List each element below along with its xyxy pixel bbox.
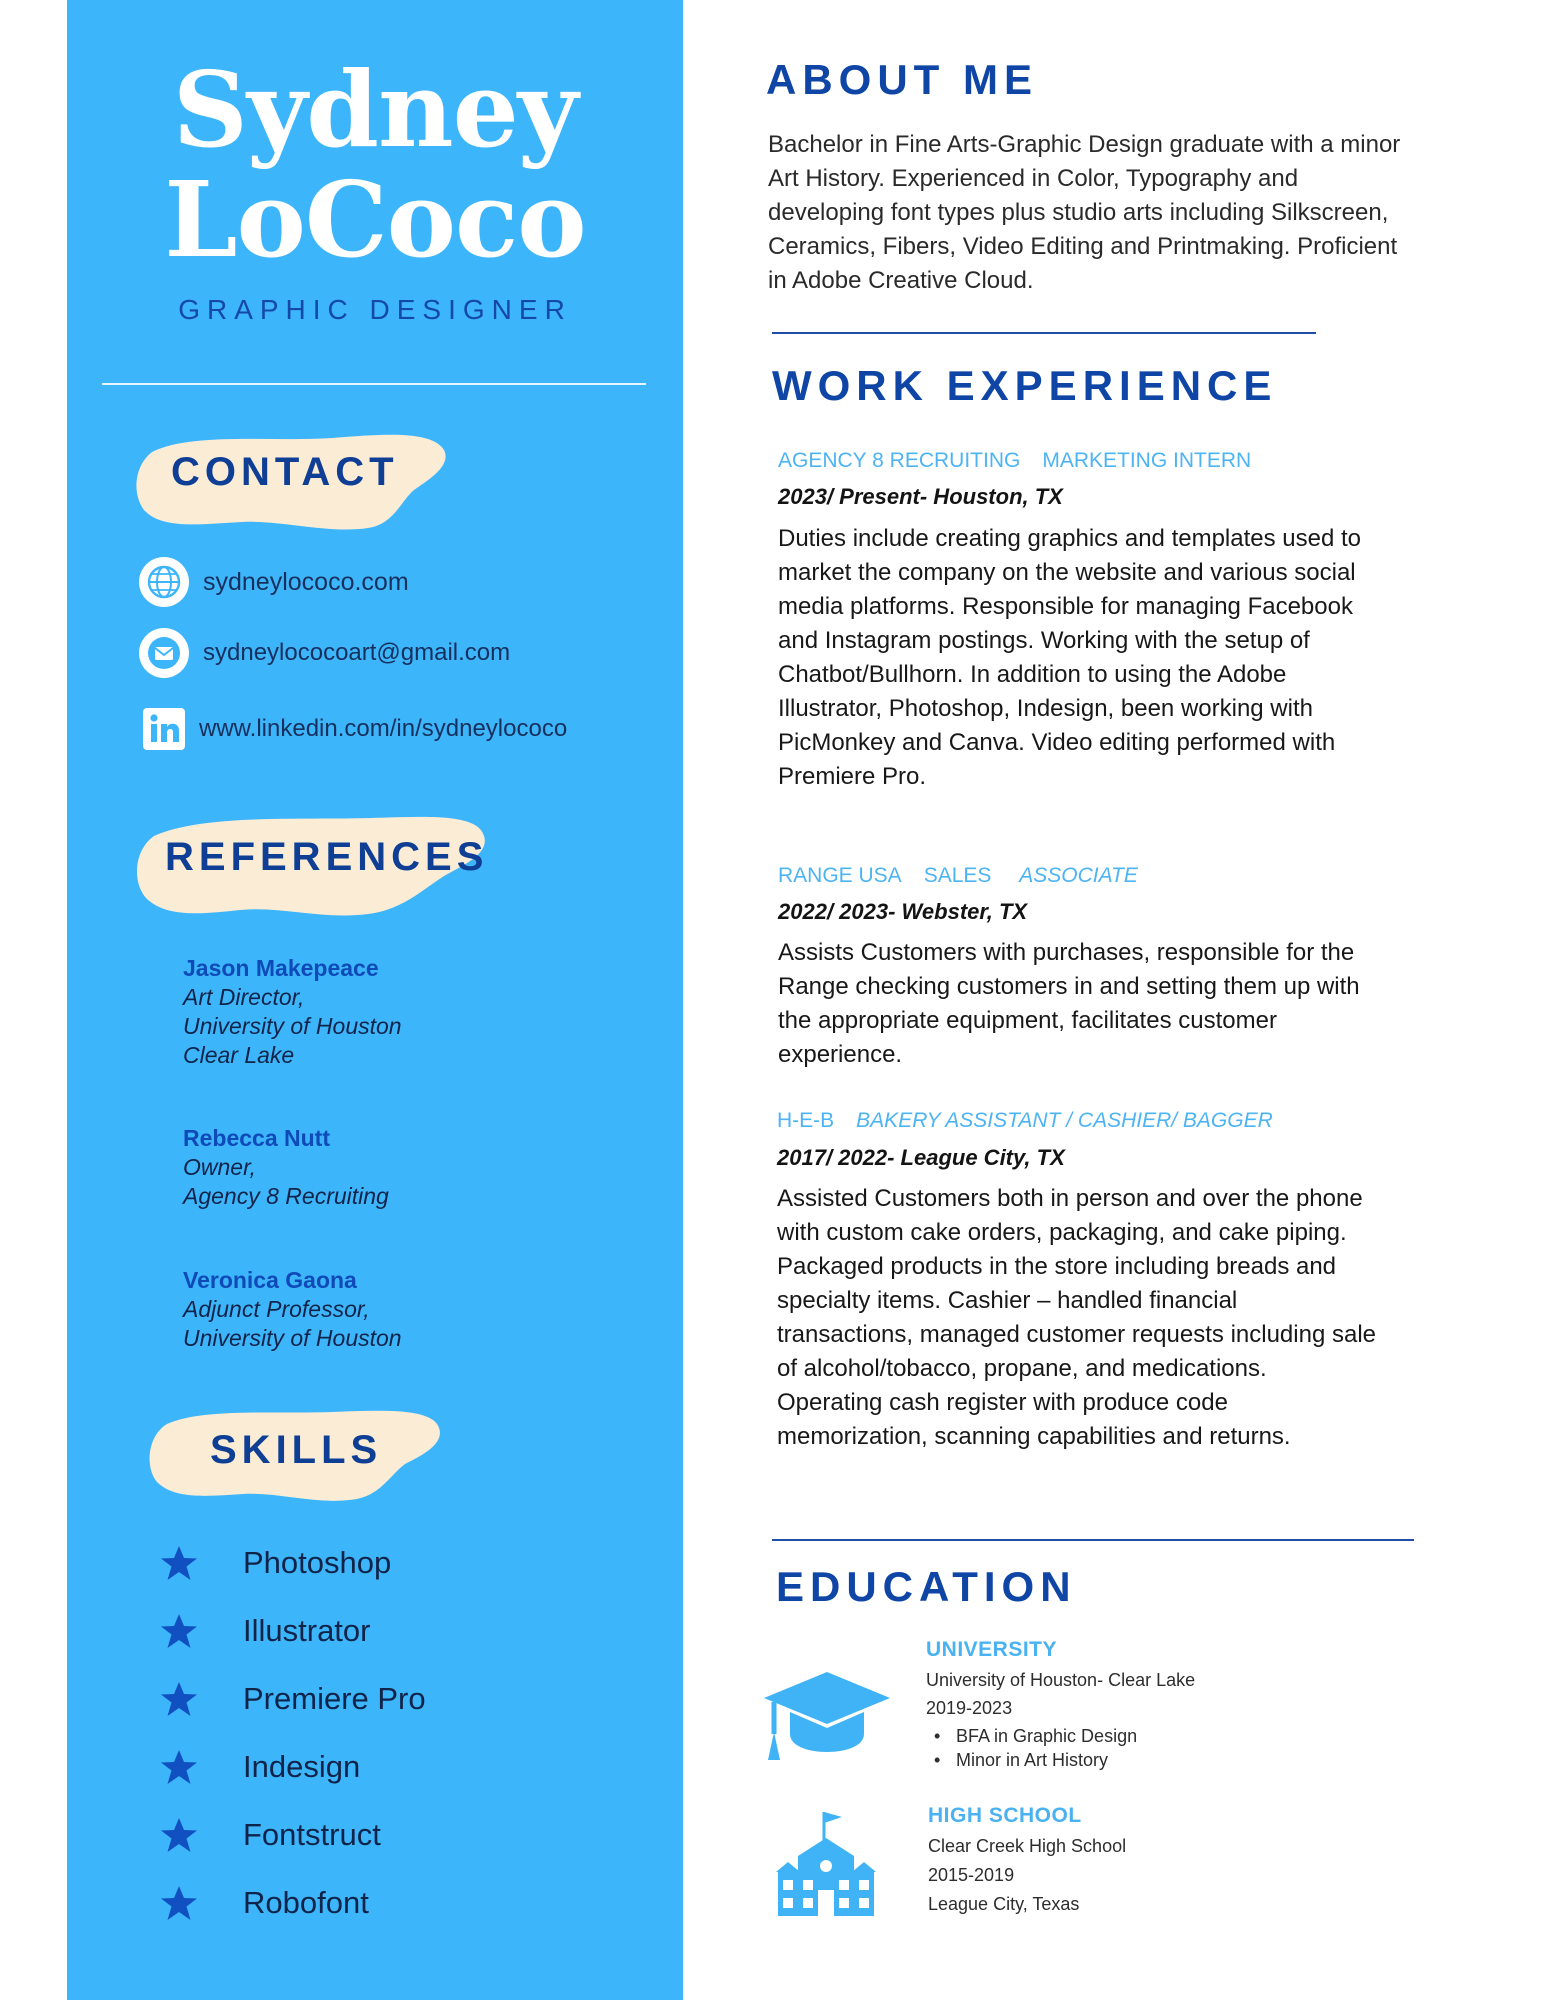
star-icon (159, 1543, 199, 1583)
university-years: 2019-2023 (926, 1698, 1013, 1718)
sidebar-divider (102, 383, 646, 385)
job-position-prefix: SALES (923, 864, 998, 887)
contact-website-row[interactable] (139, 557, 409, 607)
skill-item (159, 1745, 360, 1789)
about-text: Bachelor in Fine Arts-Graphic Design graduate with a minor Art History. Experienced in Color, Typography and developing font types plus studio arts including Silkscreen, Ceramics, Fibers, Video Editing and Printmaking. Proficient in Adobe Creative Cloud. (768, 131, 1401, 294)
star-icon (159, 1815, 199, 1855)
star-icon (159, 1611, 199, 1651)
about-divider (772, 332, 1316, 334)
graduation-cap-icon (762, 1668, 892, 1764)
star-icon (159, 1679, 199, 1719)
high-school-location: League City, Texas (928, 1894, 1080, 1914)
degree-item: • Minor in Art History (926, 1748, 1137, 1772)
education-heading: EDUCATION (776, 1563, 1077, 1610)
sidebar (67, 0, 683, 2000)
mail-icon (139, 628, 189, 678)
skill-item (159, 1541, 391, 1585)
job-company: AGENCY 8 RECRUITING (778, 449, 1021, 472)
high-school-name: Clear Creek High School (928, 1836, 1127, 1856)
school-building-icon (776, 1808, 876, 1920)
references-heading: REFERENCES (165, 835, 489, 879)
skill-item (159, 1881, 369, 1925)
contact-email[interactable]: sydneylococoart@gmail.com (203, 639, 511, 666)
contact-linkedin[interactable]: www.linkedin.com/in/sydneylococo (199, 715, 568, 742)
reference-name: Veronica Gaona (183, 1267, 357, 1293)
reference-title: Art Director, (183, 984, 305, 1010)
reference-org: University of Houston (183, 1013, 402, 1039)
reference-name: Jason Makepeace (183, 955, 379, 981)
work-heading: WORK EXPERIENCE (772, 362, 1278, 409)
contact-linkedin-row[interactable] (139, 704, 567, 754)
job-description: Assisted Customers both in person and over the phone with custom cake orders, packaging, and cake piping. Packaged products in the store including breads and specialty items. Cashier – handled financial transactions, managed customer requests including sale of alcohol/tobacco, propane, and medications. Operating cash register with produce code memorization, scanning capabilities and returns. (777, 1185, 1376, 1450)
skill-item (159, 1813, 381, 1857)
job-company: RANGE USA (778, 864, 902, 887)
university-degree-list (926, 1724, 1137, 1772)
job-meta: 2017/ 2022- League City, TX (777, 1145, 1065, 1170)
university-heading: UNIVERSITY (926, 1638, 1058, 1661)
job-header (777, 1109, 1273, 1133)
reference-org-campus: Clear Lake (183, 1042, 295, 1068)
degree-item: • BFA in Graphic Design (926, 1724, 1137, 1748)
skill-name: Fontstruct (243, 1817, 381, 1852)
last-name: LoCoco (164, 158, 586, 281)
reference-title: Owner, (183, 1154, 256, 1180)
job-position (924, 864, 1138, 887)
skills-heading: SKILLS (210, 1428, 383, 1472)
contact-website[interactable]: sydneylococo.com (203, 567, 409, 596)
about-heading: ABOUT ME (766, 56, 1038, 103)
reference-title: Adjunct Professor, (183, 1296, 370, 1322)
high-school-heading: HIGH SCHOOL (928, 1804, 1082, 1827)
job-position: BAKERY ASSISTANT / CASHIER/ BAGGER (856, 1109, 1273, 1132)
star-icon (159, 1747, 199, 1787)
job-company: H-E-B (777, 1109, 835, 1132)
globe-icon (139, 557, 189, 607)
first-name: Sydney (172, 48, 578, 171)
job-header (778, 864, 1138, 888)
skill-item (159, 1609, 370, 1653)
star-icon (159, 1883, 199, 1923)
reference-org: University of Houston (183, 1325, 402, 1351)
contact-email-row[interactable] (139, 628, 510, 678)
reference-org: Agency 8 Recruiting (183, 1183, 389, 1209)
job-header (778, 449, 1251, 473)
job-description: Assists Customers with purchases, responsible for the Range checking customers in and setting them up with the appropriate equipment, facilitates customer experience. (778, 939, 1360, 1068)
job-role: GRAPHIC DESIGNER (178, 294, 572, 325)
reference-item (183, 1124, 389, 1211)
work-divider (772, 1539, 1414, 1541)
job-meta: 2022/ 2023- Webster, TX (778, 899, 1028, 924)
reference-item (183, 954, 402, 1070)
skill-name: Photoshop (243, 1545, 392, 1580)
skill-name: Robofont (243, 1885, 369, 1920)
university-name: University of Houston- Clear Lake (926, 1670, 1196, 1690)
skill-item (159, 1677, 426, 1721)
skill-name: Illustrator (243, 1613, 371, 1648)
reference-item (183, 1266, 402, 1353)
job-meta: 2023/ Present- Houston, TX (778, 484, 1063, 509)
job-position: MARKETING INTERN (1042, 449, 1252, 472)
contact-heading: CONTACT (171, 450, 399, 494)
job-position-italic: ASSOCIATE (1019, 864, 1138, 887)
skill-name: Indesign (243, 1749, 361, 1784)
high-school-years: 2015-2019 (928, 1865, 1015, 1885)
job-description: Duties include creating graphics and templates used to market the company on the website and various social media platforms. Responsible for managing Facebook and Instagram postings. Working with the setup of Chatbot/Bullhorn. In addition to using the Adobe Illustrator, Photoshop, Indesign, been working with PicMonkey and Canva. Video editing performed with Premiere Pro. (778, 525, 1362, 790)
reference-name: Rebecca Nutt (183, 1125, 330, 1151)
skill-name: Premiere Pro (243, 1681, 426, 1716)
linkedin-icon (143, 708, 185, 750)
